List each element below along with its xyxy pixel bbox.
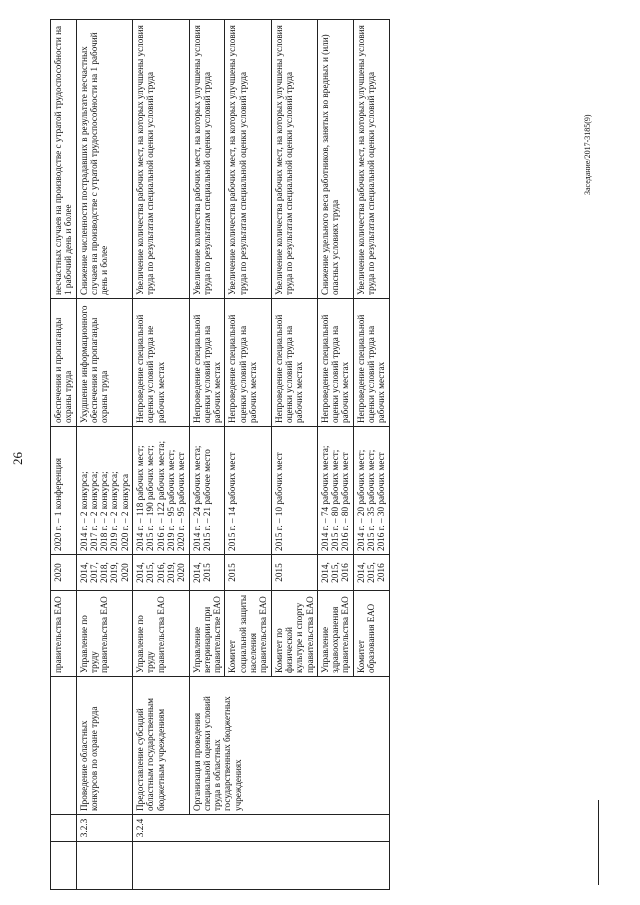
indicator-cell: 2014 г. – 2 конкурса; 2017 г. – 2 конкурса; 2018 г. – 2 конкурса; 2019 г. – 2 конкурса; 2020 г. – 2 конкурса xyxy=(76,427,132,555)
years-cell: 2014, 2015, 2016 xyxy=(353,555,389,591)
result-cell: Увеличение количества рабочих мест, на которых улучшены условия труда по результатам специальной оценки условий труда xyxy=(189,20,225,299)
executor-cell: Комитет образования ЕАО xyxy=(353,591,389,677)
years-cell: 2015 xyxy=(271,555,317,591)
table-row xyxy=(51,20,77,890)
indicator-cell: 2014 г. – 24 рабочих места; 2015 г. – 21 рабочее место xyxy=(189,427,225,555)
result-cell: Снижение численности пострадавших в результате несчастных случаев на производстве с утратой трудоспособности на 1 рабочий день и более xyxy=(76,20,132,299)
risk-cell: обеспечения и пропаганды охраны труда xyxy=(51,299,77,427)
executor-cell: Управление ветеринарии при правительстве ЕАО xyxy=(189,591,225,677)
event-name-cell xyxy=(51,677,77,815)
risk-cell: Непроведение специальной оценки условий труда на рабочих местах xyxy=(271,299,317,427)
event-name-cell: Организация проведения специальной оценки условий труда в областных государственных бюджетных учреждениях xyxy=(189,677,390,815)
program-events-table xyxy=(50,19,390,890)
result-cell: Снижение удельного веса работников, занятых во вредных и (или) опасных условиях труда xyxy=(317,20,353,299)
indicator-cell: 2014 г. – 74 рабочих места; 2015 г. – 80 рабочих мест; 2016 г. – 80 рабочих мест xyxy=(317,427,353,555)
filler-cell xyxy=(389,591,390,677)
years-cell: 2014, 2015 xyxy=(189,555,225,591)
indicator-cell: 2020 г. – 1 конференция xyxy=(51,427,77,555)
event-number-cell xyxy=(51,815,77,842)
indicator-cell: 2014 г. – 118 рабочих мест; 2015 г. – 190 рабочих мест; 2016 г. – 122 рабочих места; 2019 г. – 95 рабочих мест; 2020 г. – 95 рабочих мест xyxy=(133,427,189,555)
table-row xyxy=(76,20,132,890)
left-margin-cell xyxy=(133,842,390,890)
executor-cell: Управление здравоохранения правительства ЕАО xyxy=(317,591,353,677)
result-cell: Увеличение количества рабочих мест, на которых улучшены условия труда по результатам специальной оценки условий труда xyxy=(225,20,271,299)
risk-cell: Непроведение специальной оценки условий труда на рабочих местах xyxy=(353,299,389,427)
years-cell: 2015 xyxy=(225,555,271,591)
result-cell: Увеличение количества рабочих мест, на которых улучшены условия труда по результатам специальной оценки условий труда xyxy=(133,20,189,299)
executor-cell: Комитет по физической культуре и спорту правительства ЕАО xyxy=(271,591,317,677)
executor-cell: Комитет социальной защиты населения правительства ЕАО xyxy=(225,591,271,677)
event-name-cell: Проведение областных конкурсов по охране труда xyxy=(76,677,132,815)
risk-cell: Ухудшение информационного обеспечения и пропаганды охраны труда xyxy=(76,299,132,427)
executor-cell: Управление по труду правительства ЕАО xyxy=(133,591,189,677)
left-margin-cell xyxy=(51,842,77,890)
risk-cell: Непроведение специальной оценки условий труда на рабочих местах xyxy=(225,299,271,427)
footer-rule xyxy=(598,800,599,885)
risk-cell: Непроведение специальной оценки условий труда на рабочих местах xyxy=(189,299,225,427)
years-cell: 2014, 2015, 2016, 2019, 2020 xyxy=(133,555,189,591)
table-row xyxy=(189,20,225,890)
years-cell: 2020 xyxy=(51,555,77,591)
left-margin-cell xyxy=(76,842,132,890)
document-code: Заседание/2017-3185(9) xyxy=(583,114,592,195)
event-name-cell: Предоставление субсидий областным государственным бюджетным учреждениям xyxy=(133,677,189,815)
indicator-cell: 2015 г. – 10 рабочих мест xyxy=(271,427,317,555)
result-cell: несчастных случаев на производстве с утратой трудоспособности на 1 рабочий день и более xyxy=(51,20,77,299)
risk-cell: Непроведение специальной оценки условий труда на рабочих местах xyxy=(317,299,353,427)
executor-cell: Управление по труду правительства ЕАО xyxy=(76,591,132,677)
table-row xyxy=(133,20,189,890)
years-cell: 2014, 2015, 2016 xyxy=(317,555,353,591)
executor-cell: правительства ЕАО xyxy=(51,591,77,677)
result-cell: Увеличение количества рабочих мест, на которых улучшены условия труда по результатам специальной оценки условий труда xyxy=(271,20,317,299)
result-cell: Увеличение количества рабочих мест, на которых улучшены условия труда по результатам специальной оценки условий труда xyxy=(353,20,389,299)
risk-cell: Непроведение специальной оценки условий труда не рабочих местах xyxy=(133,299,189,427)
indicator-cell: 2014 г. – 20 рабочих мест; 2015 г. – 35 рабочих мест; 2016 г. – 30 рабочих мест xyxy=(353,427,389,555)
indicator-cell: 2015 г. – 14 рабочих мест xyxy=(225,427,271,555)
years-cell: 2014, 2017, 2018, 2019, 2020 xyxy=(76,555,132,591)
event-number-cell: 3.2.3 xyxy=(76,815,132,842)
page-number: 26 xyxy=(10,452,25,465)
event-number-cell: 3.2.4 xyxy=(133,815,390,842)
